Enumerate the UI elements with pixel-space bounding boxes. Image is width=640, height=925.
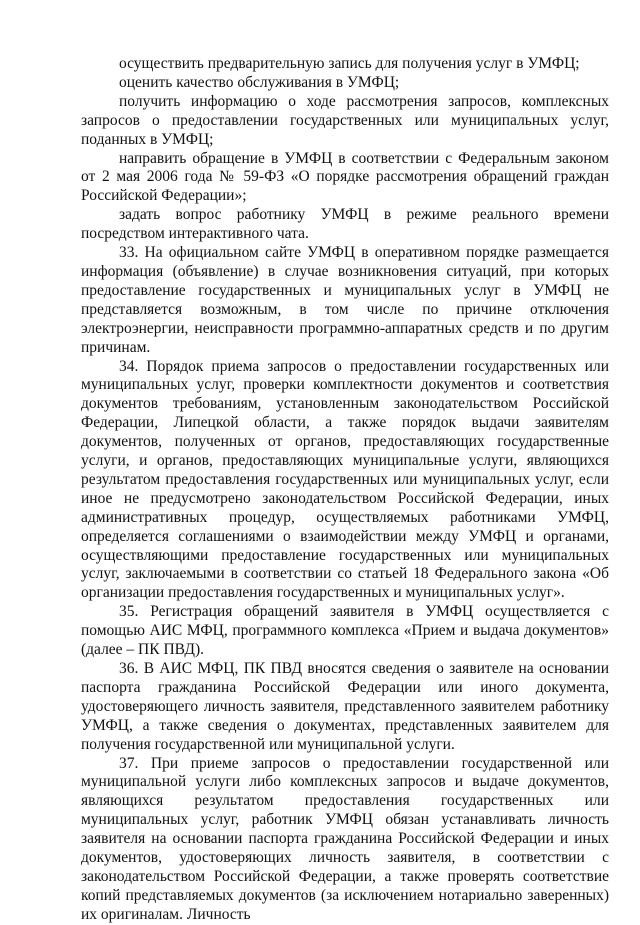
paragraph-rate-service: оценить качество обслуживания в УМФЦ; (119, 73, 400, 91)
paragraph-34: 34. Порядок приема запросов о предоставлении государственных или муниципальных услуг, проверки комплектности документов и соответствия документов требованиям, установленным законодательством Российской Федерации, Липецкой области, а также порядок выдачи заявителям документов, полученных от органов, предоставляющих государственные услуги, и органов, предоставляющих муниципальные услуги, являющихся результатом предоставления государственных или муниципальных услуг, если иное не предусмотрено законодательством Российской Федерации, иных административных процедур, осуществляемых работниками УМФЦ, определяется соглашениями о взаимодействии между УМФЦ и органами, осуществляющими предоставление государственных или муниципальных услуг, заключаемыми в соответствии со статьей 18 Федерального закона «Об организации предоставления государственных и муниципальных услуг». (81, 357, 609, 602)
paragraph-preregistration: осуществить предварительную запись для получения услуг в УМФЦ; (119, 55, 580, 72)
paragraph-interactive-chat: задать вопрос работнику УМФЦ в режиме реального времени посредством интерактивного чата. (81, 206, 609, 243)
document-page (81, 55, 609, 925)
paragraph-send-appeal: направить обращение в УМФЦ в соответствии с Федеральным законом от 2 мая 2006 года № 59-ФЗ «О порядке рассмотрения обращений граждан Российской Федерации»; (81, 149, 609, 205)
paragraph-37: 37. При приеме запросов о предоставлении государственной или муниципальной услуги либо комплексных запросов и выдаче документов, являющихся результатом предоставления государственных или муниципальных услуг, работник УМФЦ обязан устанавливать личность заявителя на основании паспорта гражданина Российской Федерации и иных документов, удостоверяющих личность заявителя, в соответствии с законодательством Российской Федерации, а также проверять соответствие копий представляемых документов (за исключением нотариально заверенных) их оригиналам. Личность (81, 754, 609, 923)
paragraph-33: 33. На официальном сайте УМФЦ в оперативном порядке размещается информация (объявление) в случае возникновения ситуаций, при которых предоставление государственных и муниципальных услуг в УМФЦ не представляется возможным, в том числе по причине отключения электроэнергии, неисправности программно-аппаратных средств и по другим причинам. (81, 244, 609, 356)
paragraph-request-status: получить информацию о ходе рассмотрения запросов, комплексных запросов о предоставлении государственных или муниципальных услуг, поданных в УМФЦ; (81, 92, 609, 148)
paragraph-35: 35. Регистрация обращений заявителя в УМФЦ осуществляется с помощью АИС МФЦ, программного комплекса «Прием и выдача документов» (далее – ПК ПВД). (81, 603, 609, 659)
paragraph-36: 36. В АИС МФЦ, ПК ПВД вносятся сведения о заявителе на основании паспорта гражданина Российской Федерации или иного документа, удостоверяющего личность заявителя, представленного заявителем работнику УМФЦ, а также сведения о документах, представленных заявителем для получения государственной или муниципальной услуги. (81, 660, 609, 753)
